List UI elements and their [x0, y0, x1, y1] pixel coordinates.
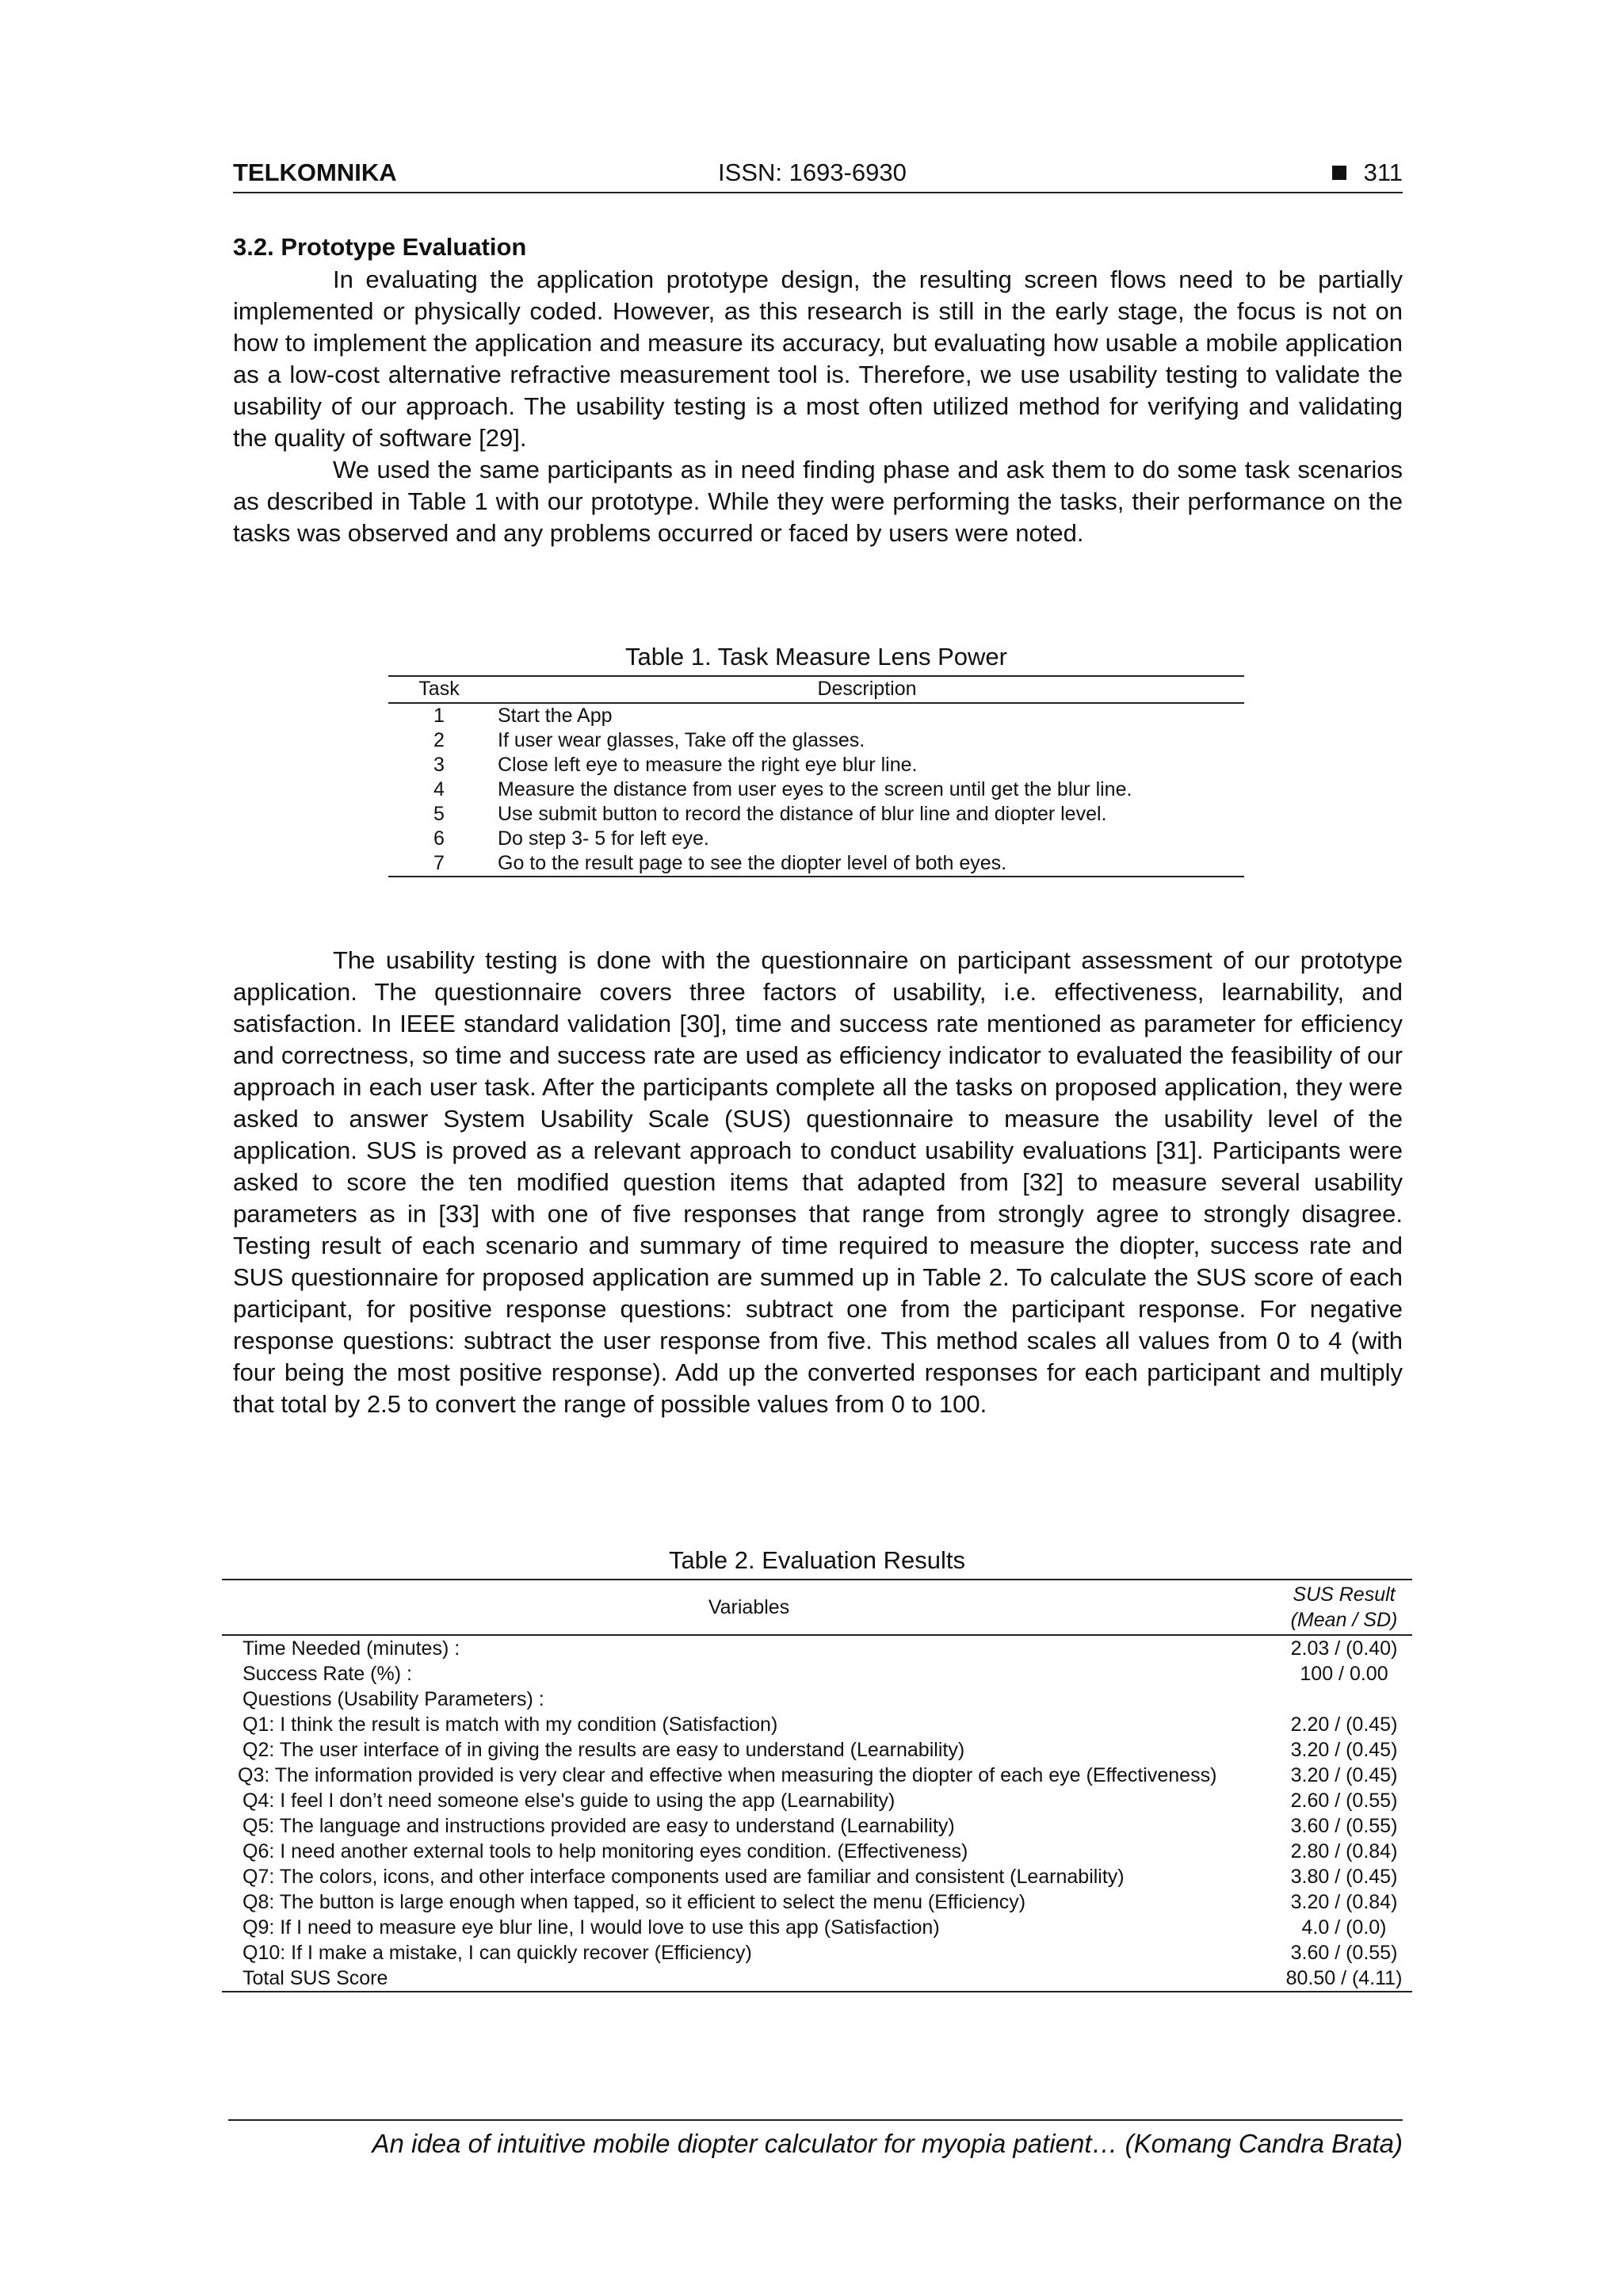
result-cell: 80.50 / (4.11)	[1276, 1966, 1412, 1992]
table-row	[222, 1915, 1412, 1940]
result-cell	[1276, 1687, 1412, 1712]
variable-cell: Q2: The user interface of in giving the results are easy to understand (Learnability)	[242, 1739, 965, 1761]
table-row	[222, 1661, 1412, 1687]
task-description: Close left eye to measure the right eye blur line.	[498, 754, 918, 776]
paragraph-3: The usability testing is done with the questionnaire on participant assessment of our prototype application. The questionnaire covers three factors of usability, i.e. effectiveness, learnability, and satisfaction. In IEEE standard validation [30], time and success rate mentioned as parameter for efficiency and correctness, so time and success rate are used as efficiency indicator to evaluated the feasibility of our approach in each user task. After the participants complete all the tasks on proposed application, they were asked to answer System Usability Scale (SUS) questionnaire to measure the usability level of the application. SUS is proved as a relevant approach to conduct usability evaluations [31]. Participants were asked to score the ten modified question items that adapted from [32] to measure several usability parameters as in [33] with one of five responses that range from strongly agree to strongly disagree. Testing result of each scenario and summary of time required to measure the diopter, success rate and SUS questionnaire for proposed application are summed up in Table 2. To calculate the SUS score of each participant, for positive response questions: subtract one from the participant response. For negative response questions: subtract the user response from five. This method scales all values from 0 to 4 (with four being the most positive response). Add up the converted responses for each participant and multiply that total by 2.5 to convert the range of possible values from 0 to 100.	[233, 946, 1403, 1418]
table-row	[222, 1889, 1412, 1915]
result-cell: 2.60 / (0.55)	[1290, 1790, 1398, 1812]
variable-cell: Total SUS Score	[222, 1966, 1276, 1992]
table-row	[388, 728, 1244, 753]
result-cell: 2.80 / (0.84)	[1290, 1840, 1398, 1862]
table-row	[222, 1940, 1412, 1966]
variable-cell: Q9: If I need to measure eye blur line, I would love to use this app (Satisfaction)	[242, 1916, 940, 1939]
page-header	[233, 155, 1403, 193]
variable-cell: Success Rate (%) :	[242, 1663, 412, 1685]
task-number: 5	[433, 803, 445, 825]
variable-cell: Q3: The information provided is very clear and effective when measuring the diopter of each eye (Effectiveness)	[238, 1764, 1217, 1786]
table-row	[388, 777, 1244, 802]
task-number: 4	[433, 778, 445, 800]
paragraph-2: We used the same participants as in need finding phase and ask them to do some task scenarios as described in Table 1 with our prototype. While they were performing the tasks, their performance on the tasks was observed and any problems occurred or faced by users were noted.	[233, 456, 1403, 547]
sus-header-line1: SUS Result	[1293, 1584, 1396, 1606]
table-row	[222, 1788, 1412, 1813]
table-row	[388, 753, 1244, 777]
result-cell: 3.80 / (0.45)	[1290, 1866, 1398, 1888]
task-number: 2	[433, 729, 445, 751]
table-row	[222, 1966, 1412, 1992]
table-row	[222, 1737, 1412, 1763]
table-row	[222, 1813, 1412, 1839]
result-cell: 3.60 / (0.55)	[1290, 1942, 1398, 1964]
variable-cell: Q1: I think the result is match with my condition (Satisfaction)	[242, 1713, 778, 1736]
paragraph-1: In evaluating the application prototype design, the resulting screen flows need to be partially implemented or physically coded. However, as this research is still in the early stage, the focus is not on how to implement the application and measure its accuracy, but evaluating how usable a mobile application as a low-cost alternative refractive measurement tool is. Therefore, we use usability testing to validate the usability of our approach. The usability testing is a most often utilized method for verifying and validating the quality of software [29].	[233, 266, 1403, 452]
result-cell: 3.20 / (0.45)	[1290, 1764, 1398, 1786]
table1-header-row	[388, 676, 1244, 703]
black-square-icon	[1332, 166, 1346, 180]
page-number-block	[1332, 159, 1403, 187]
result-cell: 3.20 / (0.45)	[1290, 1739, 1398, 1761]
sus-header-line2: (Mean / SD)	[1290, 1609, 1398, 1631]
variable-cell: Time Needed (minutes) :	[242, 1637, 460, 1660]
table-row	[222, 1839, 1412, 1864]
table2	[222, 1579, 1412, 1992]
table-row	[222, 1687, 1412, 1712]
variable-cell: Q10: If I make a mistake, I can quickly recover (Efficiency)	[242, 1942, 752, 1964]
variable-cell: Q8: The button is large enough when tapped, so it efficient to select the menu (Efficiency)	[242, 1891, 1026, 1913]
result-cell: 4.0 / (0.0)	[1301, 1916, 1387, 1939]
task-number: 6	[433, 827, 445, 850]
table-row	[388, 802, 1244, 827]
task-description: Go to the result page to see the diopter level of both eyes.	[490, 851, 1244, 877]
table-row	[388, 827, 1244, 851]
table1-header-description: Description	[490, 676, 1244, 703]
variable-cell: Q6: I need another external tools to help monitoring eyes condition. (Effectiveness)	[242, 1840, 968, 1862]
table2-header-row	[222, 1580, 1412, 1635]
issn-label: ISSN: 1693-6930	[718, 159, 907, 186]
table-row	[222, 1864, 1412, 1889]
task-number: 3	[433, 754, 445, 776]
page-footer: An idea of intuitive mobile diopter calculator for myopia patient… (Komang Candra Brata)	[228, 2119, 1403, 2159]
page-number: 311	[1363, 159, 1403, 186]
table-row	[222, 1635, 1412, 1661]
result-cell: 100 / 0.00	[1300, 1663, 1388, 1685]
journal-name: TELKOMNIKA	[233, 159, 397, 186]
result-cell: 3.60 / (0.55)	[1290, 1815, 1398, 1837]
task-number: 7	[388, 851, 490, 877]
variable-cell: Questions (Usability Parameters) :	[242, 1688, 544, 1710]
table-row	[388, 851, 1244, 877]
table-row	[388, 703, 1244, 728]
result-cell: 2.20 / (0.45)	[1290, 1713, 1398, 1736]
task-description: Start the App	[498, 705, 613, 727]
task-description: Do step 3- 5 for left eye.	[498, 827, 709, 850]
task-description: Measure the distance from user eyes to the screen until get the blur line.	[498, 778, 1132, 800]
table1-caption: Table 1. Task Measure Lens Power	[625, 643, 1007, 670]
table2-header-variables: Variables	[222, 1580, 1276, 1635]
table1-header-task: Task	[388, 676, 490, 703]
table2-caption: Table 2. Evaluation Results	[669, 1546, 965, 1574]
section-title: 3.2. Prototype Evaluation	[233, 233, 527, 261]
task-description: If user wear glasses, Take off the glasses.	[498, 729, 865, 751]
variable-cell: Q4: I feel I don’t need someone else's guide to using the app (Learnability)	[242, 1790, 896, 1812]
variable-cell: Q7: The colors, icons, and other interface components used are familiar and consistent (Learnability)	[242, 1866, 1125, 1888]
table1	[388, 675, 1244, 877]
variable-cell: Q5: The language and instructions provided are easy to understand (Learnability)	[242, 1815, 955, 1837]
result-cell: 3.20 / (0.84)	[1290, 1891, 1398, 1913]
task-number: 1	[433, 705, 445, 727]
table2-header-sus	[1276, 1580, 1412, 1635]
table-row	[222, 1763, 1412, 1788]
table-row	[222, 1712, 1412, 1737]
result-cell: 2.03 / (0.40)	[1290, 1637, 1398, 1660]
task-description: Use submit button to record the distance of blur line and diopter level.	[498, 803, 1107, 825]
